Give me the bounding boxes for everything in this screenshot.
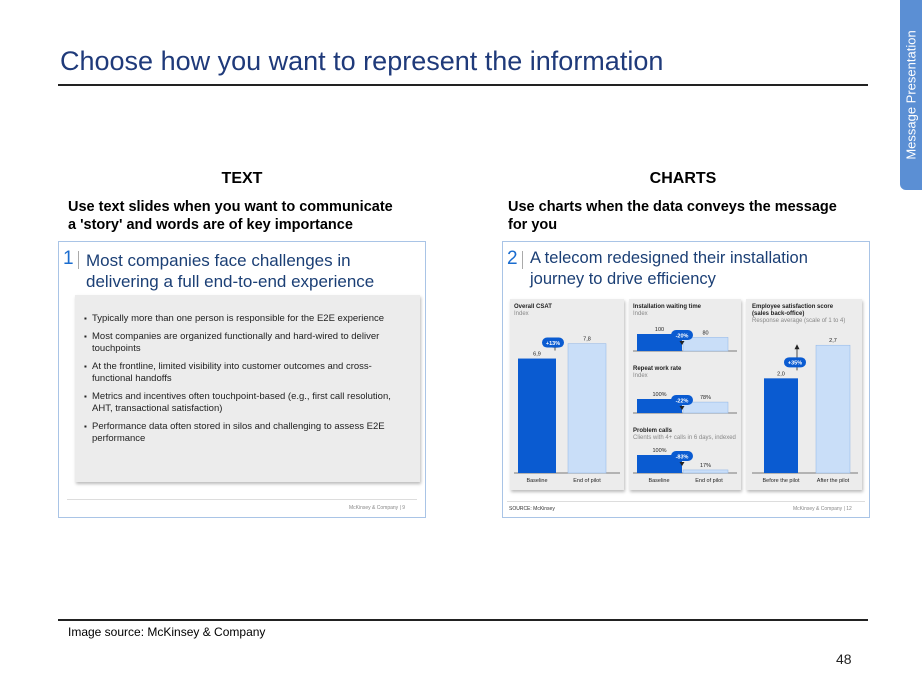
bullet-item: ▪ Most companies are organized functionally and hard-wired to deliver touchpoints bbox=[84, 331, 408, 355]
employee-satisfaction-category-label: After the pilot bbox=[816, 478, 850, 484]
waiting-time-badge-label: -20% bbox=[675, 333, 689, 340]
employee-satisfaction-title: Employee satisfaction score bbox=[752, 304, 834, 310]
csat-bar bbox=[518, 359, 556, 473]
title-divider bbox=[58, 84, 868, 86]
text-desc-line1: Use text slides when you want to communicate bbox=[68, 199, 393, 215]
text-desc-line2: a 'story' and words are of key importance bbox=[68, 217, 353, 233]
text-slide-number: 1 bbox=[63, 248, 74, 269]
csat-chart-panel bbox=[510, 299, 624, 490]
employee-satisfaction-subtitle: Response average (scale of 1 to 4) bbox=[752, 318, 846, 324]
efficiency-category-label: End of pilot bbox=[695, 478, 723, 484]
chart-slide-source: SOURCE: McKinsey bbox=[509, 506, 555, 512]
chart-slide-number-divider bbox=[522, 251, 523, 269]
efficiency-category-label: Baseline bbox=[648, 478, 670, 484]
text-slide-thumbnail bbox=[58, 241, 426, 518]
page-title: Choose how you want to represent the information bbox=[60, 46, 664, 76]
charts-desc-line2: for you bbox=[508, 217, 558, 233]
chart-slide-footer-rule bbox=[507, 501, 865, 502]
chart-slide-footer: McKinsey & Company | 12 bbox=[793, 506, 852, 512]
efficiency-charts bbox=[629, 299, 741, 490]
text-slide-footer-rule bbox=[67, 499, 417, 500]
employee-satisfaction-bar bbox=[816, 345, 850, 473]
csat-category-label: Baseline bbox=[526, 478, 548, 484]
bullet-item: ▪ Performance data often stored in silos and challenging to assess E2E performance bbox=[84, 421, 408, 445]
problem-calls-value-label: 17% bbox=[699, 462, 712, 469]
bullet-item: ▪ At the frontline, limited visibility into customer outcomes and cross-functional handoffs bbox=[84, 361, 408, 385]
chart-slide-title bbox=[530, 248, 808, 290]
text-slide-footer: McKinsey & Company | 9 bbox=[349, 505, 406, 511]
problem-calls-title: Problem calls bbox=[633, 428, 673, 434]
text-slide-content-box bbox=[75, 295, 420, 482]
side-tab-label: Message Presentation bbox=[903, 30, 919, 160]
employee-satisfaction-chart bbox=[746, 299, 862, 490]
text-slide-title bbox=[86, 250, 374, 292]
text-column-heading: TEXT bbox=[221, 170, 263, 187]
csat-value-label: 7,8 bbox=[583, 336, 591, 343]
footer-divider bbox=[58, 619, 868, 621]
chart-slide-thumbnail bbox=[502, 241, 870, 518]
employee-satisfaction-category-label: Before the pilot bbox=[762, 478, 800, 484]
repeat-work-value-label: 78% bbox=[699, 395, 712, 402]
text-slide-title-line2: delivering a full end-to-end experience bbox=[86, 272, 375, 291]
csat-bar bbox=[568, 344, 606, 473]
csat-value-label: 6,9 bbox=[533, 351, 541, 358]
chart-slide-number: 2 bbox=[507, 248, 518, 269]
csat-category-label: End of pilot bbox=[573, 478, 601, 484]
repeat-work-subtitle: Index bbox=[633, 373, 648, 379]
employee-satisfaction-value-label: 2,7 bbox=[829, 338, 837, 345]
efficiency-charts-panel bbox=[629, 299, 741, 490]
employee-satisfaction-value-label: 2,0 bbox=[777, 371, 785, 378]
repeat-work-badge-label: -22% bbox=[675, 398, 689, 405]
bullet-item: ▪ Metrics and incentives often touchpoint-based (e.g., first call resolution, AHT, transactional satisfaction) bbox=[84, 391, 408, 415]
bullet-item: ▪ Typically more than one person is responsible for the E2E experience bbox=[84, 313, 408, 325]
repeat-work-title: Repeat work rate bbox=[633, 366, 682, 372]
employee-satisfaction-title-line2: (sales back-office) bbox=[752, 311, 805, 317]
text-slide-bullet-list bbox=[75, 295, 420, 445]
repeat-work-value-label: 100% bbox=[652, 392, 667, 398]
problem-calls-value-label: 100% bbox=[652, 448, 667, 454]
charts-column-description bbox=[508, 198, 837, 234]
charts-desc-line1: Use charts when the data conveys the message bbox=[508, 199, 837, 215]
employee-satisfaction-change-arrowhead bbox=[795, 344, 800, 349]
problem-calls-subtitle: Clients with 4+ calls in 6 days, indexed bbox=[633, 435, 736, 441]
chart-slide-title-line1: A telecom redesigned their installation bbox=[530, 249, 808, 267]
side-tab bbox=[900, 0, 922, 190]
text-slide-title-line1: Most companies face challenges in bbox=[86, 251, 351, 270]
waiting-time-subtitle: Index bbox=[633, 311, 648, 317]
text-column-description bbox=[68, 198, 393, 234]
text-slide-number-divider bbox=[78, 251, 79, 269]
chart-slide-title-line2: journey to drive efficiency bbox=[530, 270, 716, 288]
waiting-time-value-label: 100 bbox=[654, 327, 665, 333]
page-number: 48 bbox=[836, 651, 852, 667]
employee-satisfaction-badge-label: +35% bbox=[787, 360, 803, 367]
csat-chart-subtitle: Index bbox=[514, 311, 529, 317]
employee-satisfaction-bar bbox=[764, 378, 798, 473]
problem-calls-bar bbox=[683, 470, 728, 473]
employee-satisfaction-panel bbox=[746, 299, 862, 490]
problem-calls-badge-label: -83% bbox=[675, 454, 689, 461]
csat-badge-label: +13% bbox=[545, 340, 561, 347]
csat-chart-title: Overall CSAT bbox=[514, 304, 552, 310]
image-source: Image source: McKinsey & Company bbox=[68, 625, 266, 639]
waiting-time-value-label: 80 bbox=[702, 330, 709, 337]
charts-column-heading: CHARTS bbox=[649, 170, 717, 187]
waiting-time-title: Installation waiting time bbox=[633, 304, 702, 310]
csat-chart bbox=[510, 299, 624, 490]
